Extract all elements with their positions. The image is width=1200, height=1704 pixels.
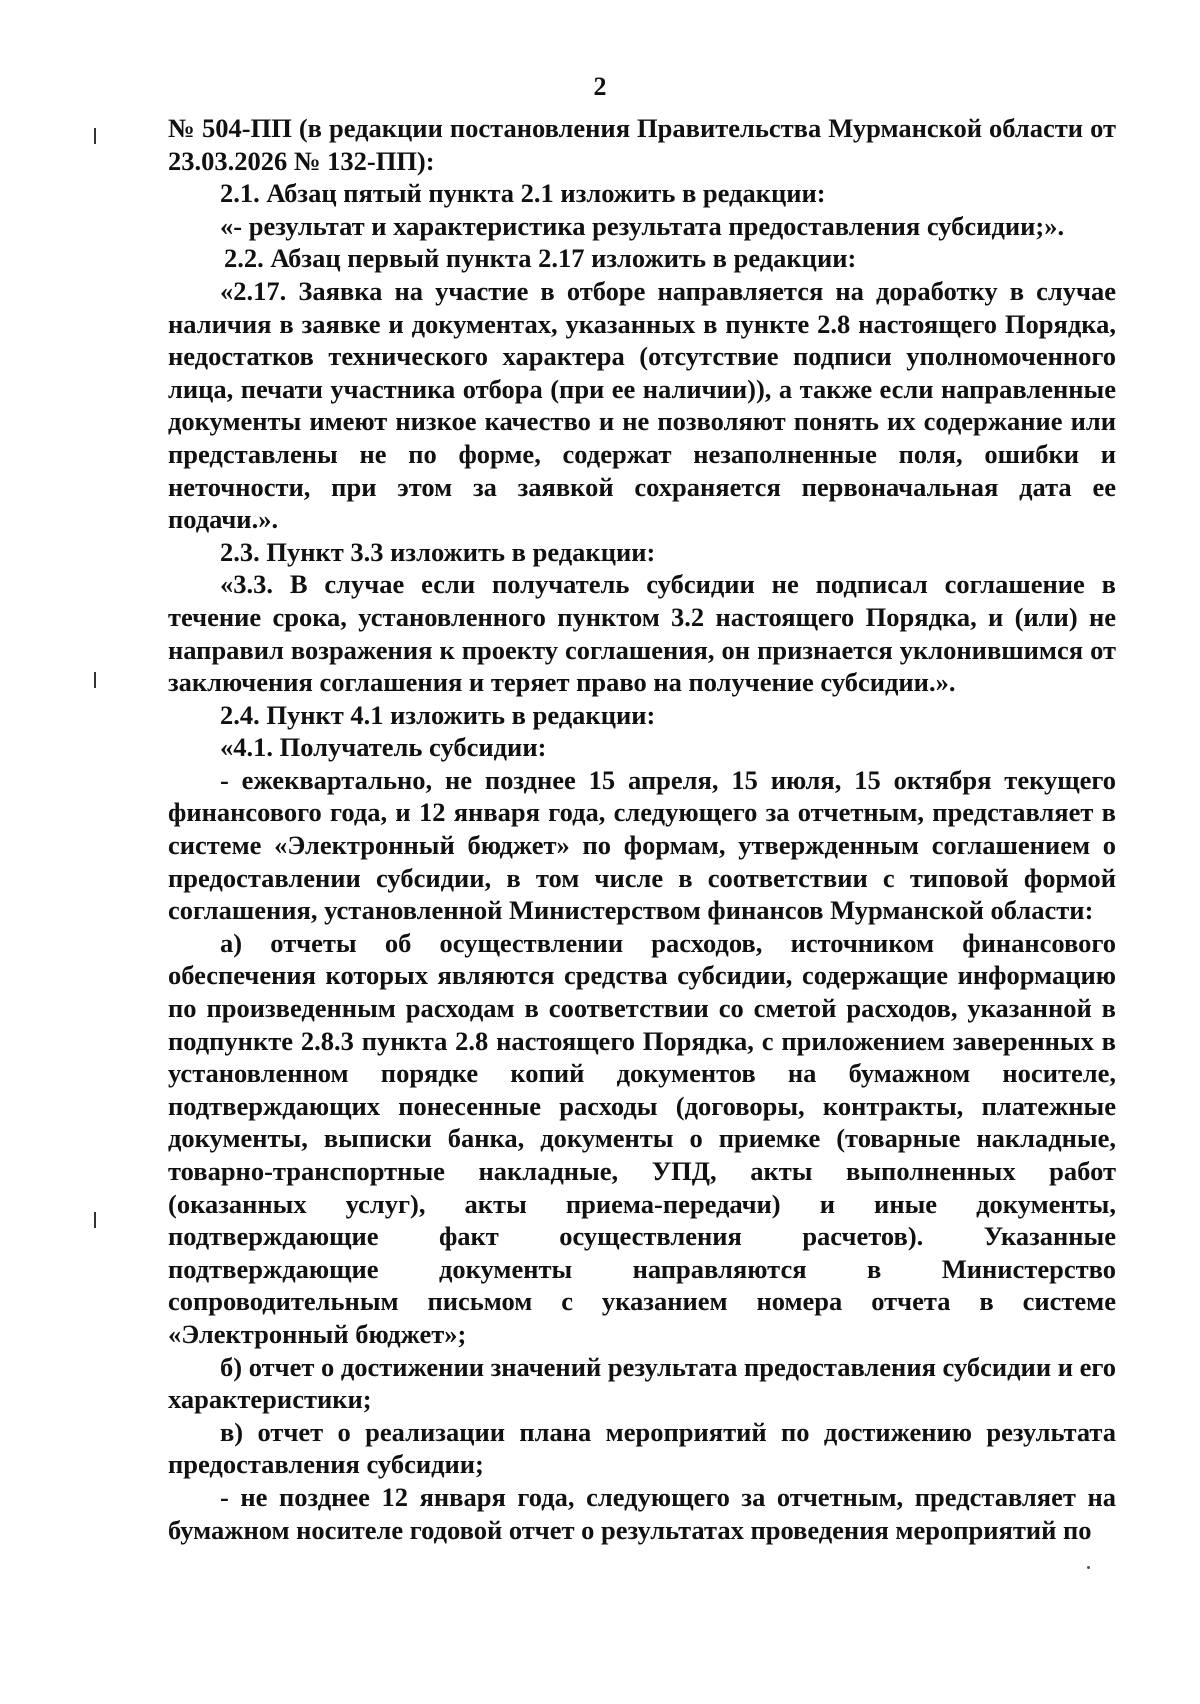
paragraph-2-1-text: «- результат и характеристика результата предоставления субсидии;».	[220, 210, 1065, 241]
document-body	[168, 112, 1116, 1546]
paragraph-4-1-heading: «4.1. Получатель субсидии:	[220, 732, 547, 763]
scan-artifact-mark	[94, 128, 96, 144]
paragraph-annual-report: - не позднее 12 января года, следующего за отчетным, представляет на бумажном носителе годовой отчет о результатах проведения мероприятий по	[168, 1481, 1116, 1545]
paragraph-2-3: 2.3. Пункт 3.3 изложить в редакции:	[220, 536, 656, 567]
scan-artifact-mark	[94, 672, 96, 688]
paragraph-item-v: в) отчет о реализации плана мероприятий по достижению результата предоставления субсидии;	[168, 1416, 1116, 1480]
paragraph-resolution-ref: № 504-ПП (в редакции постановления Правительства Мурманской области от 23.03.2026 № 132-ПП):	[168, 113, 1116, 176]
paragraph-2-17-text: «2.17. Заявка на участие в отборе направляется на доработку в случае наличия в заявке и документах, указанных в пункте 2.8 настоящего Порядка, недостатков технического характера (отсутствие подписи уполномоченного лица, печати участника отбора (при ее наличии)), а также если направленные документы имеют низкое качество и не позволяют понять их содержание или представлены не по форме, содержат незаполненные поля, ошибки и неточности, при этом за заявкой сохраняется первоначальная дата ее подачи.».	[168, 275, 1116, 535]
paragraph-2-1: 2.1. Абзац пятый пункта 2.1 изложить в редакции:	[220, 178, 826, 209]
paragraph-quarterly-reports: - ежеквартально, не позднее 15 апреля, 15 июля, 15 октября текущего финансового года, и 12 января года, следующего за отчетным, представляет в системе «Электронный бюджет» по формам, утвержденным соглашением о предоставлении субсидии, в том числе в соответствии с типовой формой соглашения, установленной Министерством финансов Мурманской области:	[168, 764, 1116, 926]
paragraph-item-a: а) отчеты об осуществлении расходов, источником финансового обеспечения которых являются средства субсидии, содержащие информацию по произведенным расходам в соответствии со сметой расходов, указанной в подпункте 2.8.3 пункта 2.8 настоящего Порядка, с приложением заверенных в установленном порядке копий документов на бумажном носителе, подтверждающих понесенные расходы (договоры, контракты, платежные документы, выписки банка, документы о приемке (товарные накладные, товарно-транспортные накладные, УПД, акты выполненных работ (оказанных услуг), акты приема-передачи) и иные документы, подтверждающие факт осуществления расчетов). Указанные подтверждающие документы направляются в Министерство сопроводительным письмом с указанием номера отчета в системе «Электронный бюджет»;	[168, 927, 1116, 1349]
scan-artifact-dot	[1087, 1566, 1090, 1569]
scan-artifact-mark	[94, 1212, 96, 1228]
paragraph-item-b: б) отчет о достижении значений результата предоставления субсидии и его характеристики;	[168, 1351, 1116, 1415]
page-number: 2	[593, 72, 607, 101]
paragraph-2-4: 2.4. Пункт 4.1 изложить в редакции:	[220, 699, 656, 730]
paragraph-3-3-text: «3.3. В случае если получатель субсидии не подписал соглашение в течение срока, установленного пунктом 3.2 настоящего Порядка, и (или) не направил возражения к проекту соглашения, он признается уклонившимся от заключения соглашения и теряет право на получение субсидии.».	[168, 569, 1116, 698]
paragraph-2-2: 2.2. Абзац первый пункта 2.17 изложить в редакции:	[224, 243, 857, 274]
